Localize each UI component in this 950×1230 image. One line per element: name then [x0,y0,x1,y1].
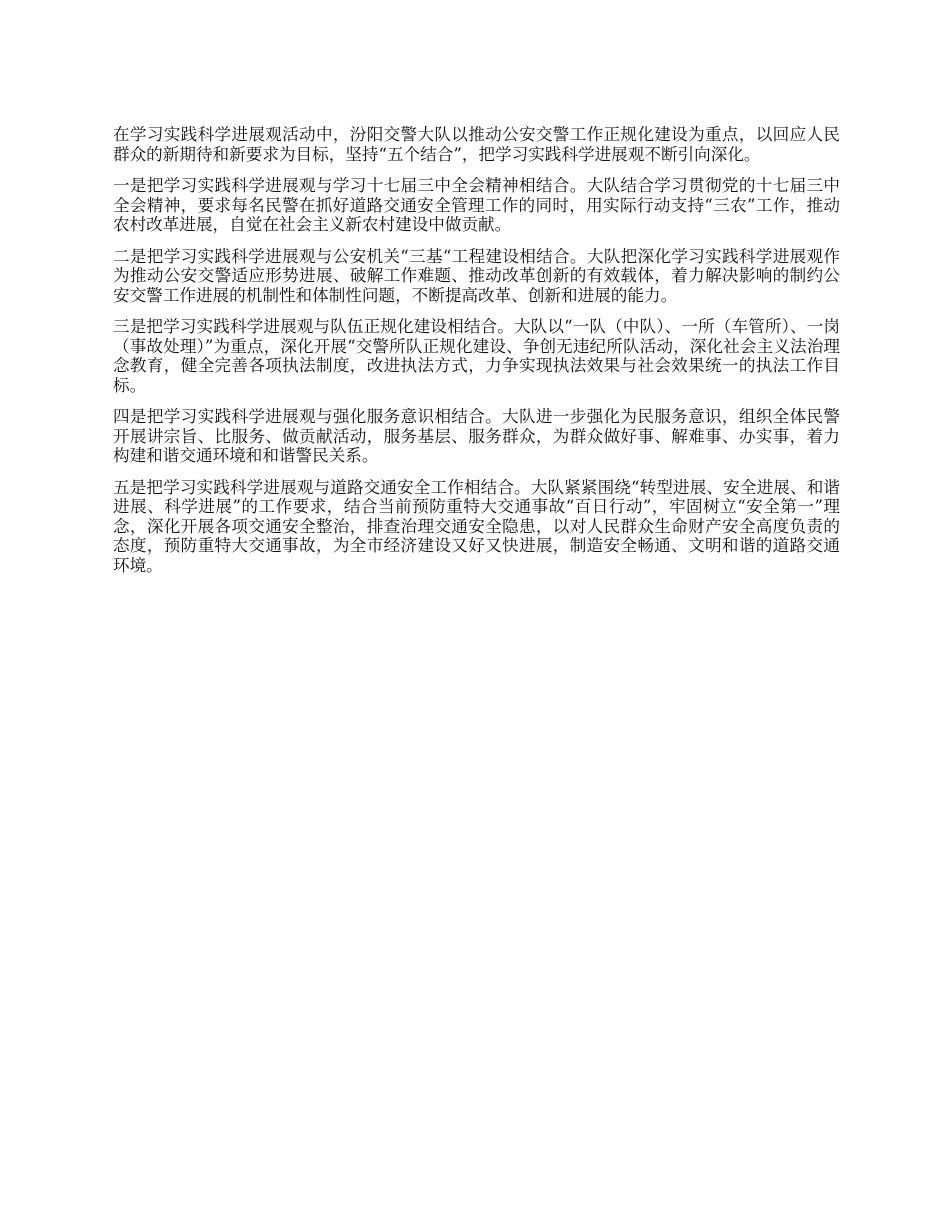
paragraph-point-five: 五是把学习实践科学进展观与道路交通安全工作相结合。大队紧紧围绕“转型进展、安全进展、和谐进展、科学进展”的工作要求，结合当前预防重特大交通事故“百日行动”，牢固树立“安全第一”理念，深化开展各项交通安全整治，排查治理交通安全隐患，以对人民群众生命财产安全高度负责的态度，预防重特大交通事故，为全市经济建设又好又快进展，制造安全畅通、文明和谐的道路交通环境。 [113,477,840,575]
paragraph-point-four: 四是把学习实践科学进展观与强化服务意识相结合。大队进一步强化为民服务意识，组织全体民警开展讲宗旨、比服务、做贡献活动，服务基层、服务群众，为群众做好事、解难事、办实事，着力构建和谐交通环境和和谐警民关系。 [113,407,840,465]
paragraph-point-two: 二是把学习实践科学进展观与公安机关“三基“工程建设相结合。大队把深化学习实践科学进展观作为推动公安交警适应形势进展、破解工作难题、推动改革创新的有效载体，着力解决影响的制约公安交警工作进展的机制性和体制性问题，不断提高改革、创新和进展的能力。 [113,246,840,305]
paragraph-point-one: 一是把学习实践科学进展观与学习十七届三中全会精神相结合。大队结合学习贯彻党的十七届三中全会精神，要求每名民警在抓好道路交通安全管理工作的同时，用实际行动支持“三农”工作，推动农村改革进展，自觉在社会主义新农村建设中做贡献。 [113,176,840,234]
paragraph-intro: 在学习实践科学进展观活动中，汾阳交警大队以推动公安交警工作正规化建设为重点，以回应人民群众的新期待和新要求为目标，坚持“五个结合”，把学习实践科学进展观不断引向深化。 [113,125,840,164]
document-page [113,125,840,587]
paragraph-point-three: 三是把学习实践科学进展观与队伍正规化建设相结合。大队以“一队（中队）、一所（车管所）、一岗（事故处理）”为重点，深化开展“交警所队正规化建设、争创无违纪所队活动，深化社会主义法治理念教育，健全完善各项执法制度，改进执法方式，力争实现执法效果与社会效果统一的执法工作目标。 [113,317,840,395]
